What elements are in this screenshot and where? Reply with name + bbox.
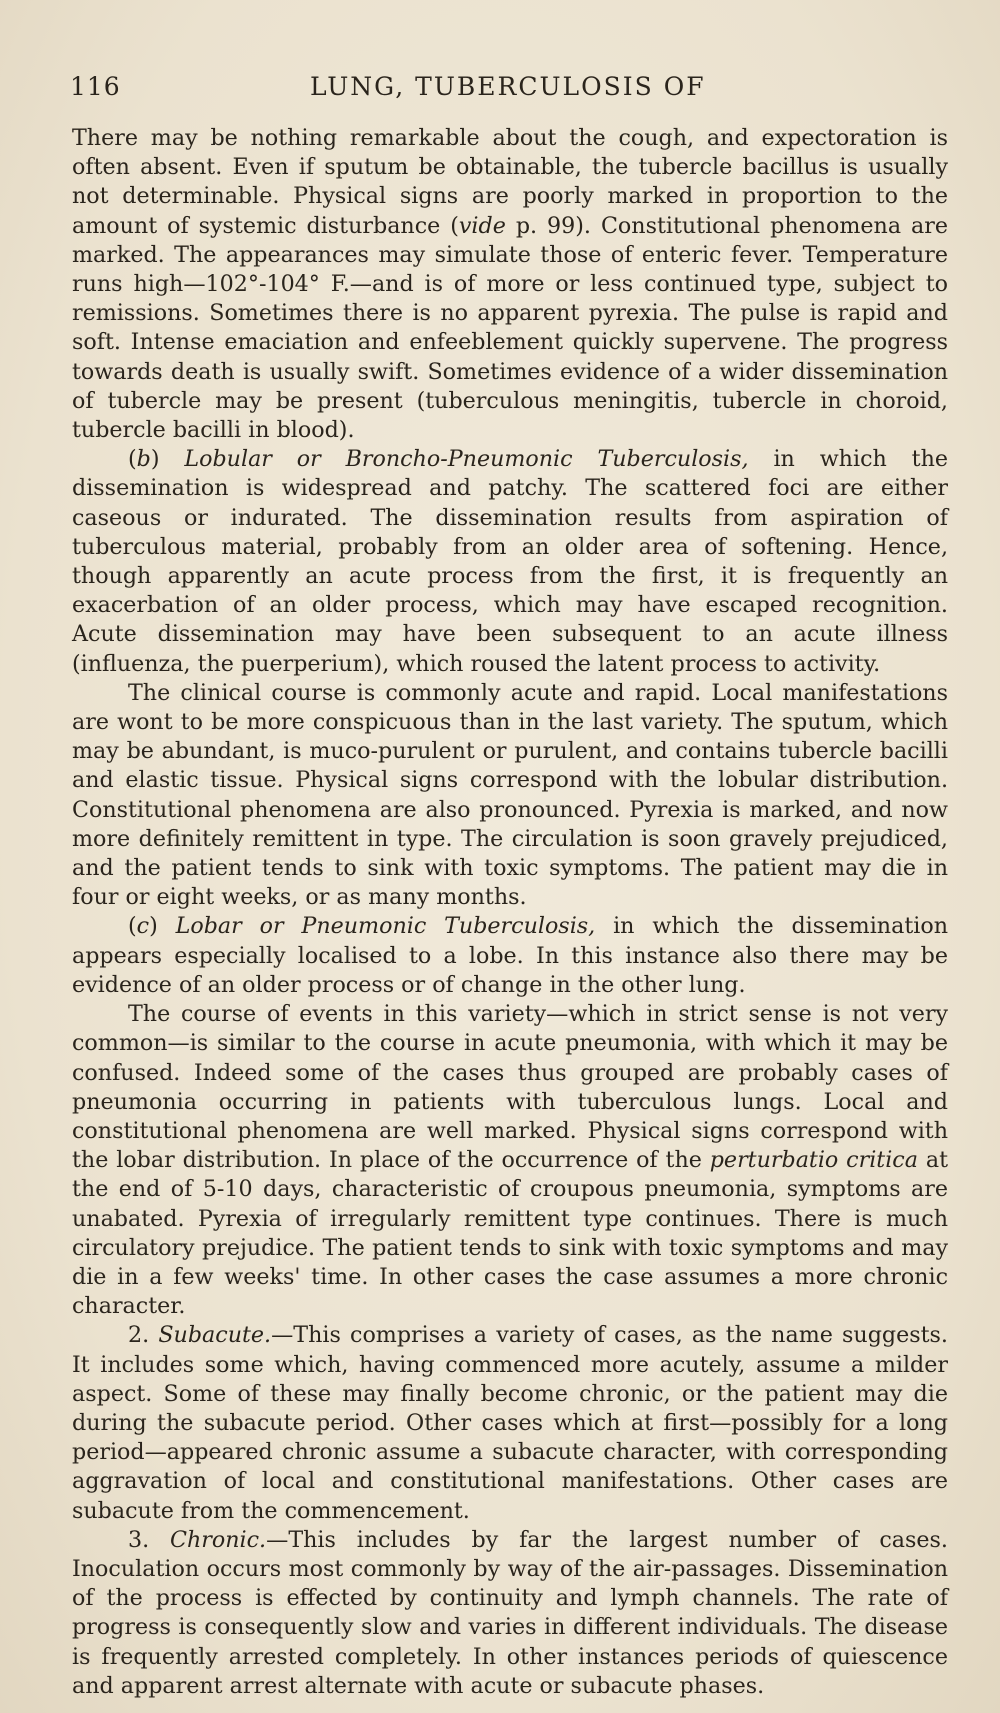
text-run: in which the dissemination is widespread and patchy. The scattered foci are either caseous or indurated. The dissemination results from aspiration of tuberculous material, probably from an older area of softening. Hence, though apparently an acute process from the first, it is frequently an exacerbation of an older process, which may have escaped recognition. Acute dissemination may have been subsequent to an acute illness (influenza, the puerperium), which roused the latent process to activity. [72, 446, 948, 677]
text-run: The course of events in this variety—which in strict sense is not very common—is similar to the course in acute pneumonia, with which it may be confused. Indeed some of the cases thus grouped are probably cases of pneumonia occurring in patients with tuberculous lungs. Local and constitutional phenomena are well marked. Physical signs correspond with the lobar distribution. In place of the occurrence of the [72, 1001, 948, 1174]
italic-run: b [136, 446, 151, 473]
italic-run: Lobar or Pneumonic Tuberculosis, [175, 913, 596, 940]
italic-run: perturbatio critica [709, 1147, 918, 1174]
paragraph [72, 1526, 948, 1701]
text-run: —This comprises a variety of cases, as the name suggests. It includes some which, having commenced more acutely, assume a milder aspect. Some of these may finally become chronic, or the patient may die during the subacute period. Other cases which at first—possibly for a long period—appeared chronic assume a subacute character, with corresponding aggravation of local and constitutional manifestations. Other cases are subacute from the commencement. [72, 1322, 948, 1524]
text-run: ) [150, 446, 185, 473]
text-run: ) [149, 913, 176, 940]
paragraph [72, 124, 948, 445]
page-number: 116 [70, 72, 121, 101]
text-run: p. 99). Constitutional phenomena are marked. The appearances may simulate those of enteric fever. Temperature runs high—102°-104° F.—and is of more or less continued type, subject to remissions. Sometimes there is no apparent pyrexia. The pulse is rapid and soft. Intense emaciation and enfeeblement quickly supervene. The progress towards death is usually swift. Sometimes evidence of a wider dissemination of tubercle may be present (tuberculous meningitis, tubercle in choroid, tubercle bacilli in blood). [72, 212, 948, 444]
text-run: The clinical course is commonly acute and rapid. Local manifestations are wont to be more conspicuous than in the last variety. The sputum, which may be abundant, is muco-purulent or purulent, and contains tubercle bacilli and elastic tissue. Physical signs correspond with the lobular distribution. Constitutional phenomena are also pronounced. Pyrexia is marked, and now more definitely remittent in type. The circulation is soon gravely prejudiced, and the patient tends to sink with toxic symptoms. The patient may die in four or eight weeks, or as many months. [72, 679, 948, 911]
text-run: ( [128, 913, 137, 940]
running-title: LUNG, TUBERCULOSIS OF [310, 72, 706, 101]
text-run: There may be nothing remarkable about the cough, and expectoration is often absent. Even if sputum be obtainable, the tubercle bacillus is usually not determinable. Physical signs are poorly marked in proportion to the amount of systemic disturbance ( [72, 125, 948, 239]
italic-run: Chronic. [170, 1526, 267, 1553]
italic-run: Lobular or Broncho-Pneumonic Tuberculosis, [184, 446, 749, 473]
text-run: 2. [128, 1322, 159, 1349]
paragraph [72, 445, 948, 679]
running-head [70, 72, 930, 108]
italic-run: c [136, 913, 150, 940]
text-run: in which the dissemination appears especially localised to a lobe. In this instance also there may be evidence of an older process or of change in the other lung. [72, 913, 948, 998]
text-run: at the end of 5-10 days, characteristic of croupous pneumonia, symptoms are unabated. Pyrexia of irregularly remittent type continues. There is much circulatory prejudice. The patient tends to sink with toxic symptoms and may die in a few weeks' time. In other cases the case assumes a more chronic character. [72, 1147, 948, 1320]
italic-run: Subacute. [158, 1322, 272, 1349]
paragraph [72, 679, 948, 913]
text-run: 3. [128, 1526, 171, 1553]
paragraph [72, 912, 948, 1000]
text-run: —This includes by far the largest number of cases. Inoculation occurs most commonly by way of the air-passages. Dissemination of the process is effected by continuity and lymph channels. The rate of progress is consequently slow and varies in different individuals. The disease is frequently arrested completely. In other instances periods of quiescence and apparent arrest alternate with acute or subacute phases. [72, 1526, 948, 1699]
italic-run: vide [458, 212, 506, 239]
body-text [72, 124, 948, 1701]
paragraph [72, 1321, 948, 1525]
text-run: ( [128, 446, 137, 473]
paragraph [72, 1000, 948, 1321]
